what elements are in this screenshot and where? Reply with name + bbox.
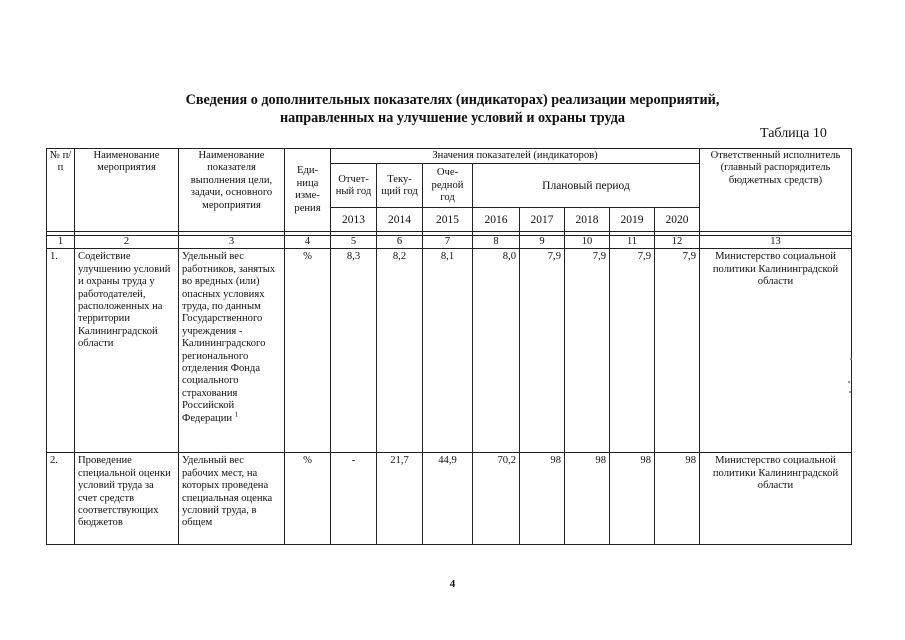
value-2018: 98 <box>565 453 610 545</box>
column-number-row <box>47 236 852 249</box>
value-2016: 8,0 <box>473 249 520 453</box>
value-2020: 98 <box>655 453 700 545</box>
value-2019: 98 <box>610 453 655 545</box>
page-number: 4 <box>449 578 456 590</box>
year-2016: 2016 <box>473 208 520 232</box>
year-2013: 2013 <box>331 208 377 232</box>
value-2014: 21,7 <box>377 453 423 545</box>
value-2018: 7,9 <box>565 249 610 453</box>
row-number: 2. <box>47 453 75 545</box>
indicators-table <box>46 148 852 545</box>
column-number: 10 <box>565 236 610 249</box>
column-number: 12 <box>655 236 700 249</box>
column-number: 3 <box>179 236 285 249</box>
column-number: 4 <box>285 236 331 249</box>
value-2017: 98 <box>520 453 565 545</box>
column-number: 1 <box>47 236 75 249</box>
column-number: 8 <box>473 236 520 249</box>
year-2014: 2014 <box>377 208 423 232</box>
column-number: 2 <box>75 236 179 249</box>
value-2017: 7,9 <box>520 249 565 453</box>
event-name: Содействие улучшению условий и охраны труда у работодателей, расположенных на территории Калининградской области <box>75 249 179 453</box>
table-label: Таблица 10 <box>760 126 827 141</box>
header-num: № п/п <box>47 149 75 232</box>
title-line-1: Сведения о дополнительных показателях (индикаторах) реализации мероприятий, <box>185 92 720 108</box>
indicator-text: Удельный вес работников, занятых во вредных (или) опасных условиях труда, по данным Государственного учреждения - Калининградского регионального отделения Фонда социального страхования Российской Федерации <box>182 251 276 424</box>
table-row <box>47 453 852 545</box>
column-number: 13 <box>700 236 852 249</box>
footnote-mark: 1 <box>234 410 239 419</box>
title-line-2: направленных на улучшение условий и охраны труда <box>280 110 625 126</box>
header-indicator: Наименование показателя выполнения цели, задачи, основного мероприятия <box>179 149 285 232</box>
responsible: Министерство социальной политики Калининградской области <box>700 249 852 453</box>
year-2020: 2020 <box>655 208 700 232</box>
header-next-year: Оче- редной год <box>423 164 473 208</box>
header-values: Значения показателей (индикаторов) <box>331 149 700 164</box>
year-2015: 2015 <box>423 208 473 232</box>
value-2020: 7,9 <box>655 249 700 453</box>
document-title <box>0 91 905 127</box>
value-2015: 44,9 <box>423 453 473 545</box>
row-number: 1. <box>47 249 75 453</box>
value-2013: 8,3 <box>331 249 377 453</box>
value-2014: 8,2 <box>377 249 423 453</box>
header-event: Наименование мероприятия <box>75 149 179 232</box>
scan-speck <box>849 391 851 393</box>
unit: % <box>285 249 331 453</box>
header-current-year: Теку- щий год <box>377 164 423 208</box>
unit: % <box>285 453 331 545</box>
column-number: 7 <box>423 236 473 249</box>
responsible: Министерство социальной политики Калининградской области <box>700 453 852 545</box>
value-2019: 7,9 <box>610 249 655 453</box>
event-name: Проведение специальной оценки условий труда за счет средств соответствующих бюджетов <box>75 453 179 545</box>
header-unit: Еди- ница изме- рения <box>285 149 331 232</box>
year-2018: 2018 <box>565 208 610 232</box>
header-report-year: Отчет- ный год <box>331 164 377 208</box>
column-number: 9 <box>520 236 565 249</box>
value-2016: 70,2 <box>473 453 520 545</box>
value-2015: 8,1 <box>423 249 473 453</box>
year-2017: 2017 <box>520 208 565 232</box>
header-responsible: Ответственный исполнитель (главный распорядитель бюджетных средств) <box>700 149 852 232</box>
indicator-name: Удельный вес рабочих мест, на которых проведена специальная оценка условий труда, в общем <box>179 453 285 545</box>
column-number: 11 <box>610 236 655 249</box>
scan-speck <box>850 358 852 360</box>
table-row <box>47 249 852 453</box>
indicator-name <box>179 249 285 453</box>
column-number: 5 <box>331 236 377 249</box>
column-number: 6 <box>377 236 423 249</box>
scan-speck <box>848 381 850 383</box>
header-plan-period: Плановый период <box>473 164 700 208</box>
value-2013: - <box>331 453 377 545</box>
year-2019: 2019 <box>610 208 655 232</box>
